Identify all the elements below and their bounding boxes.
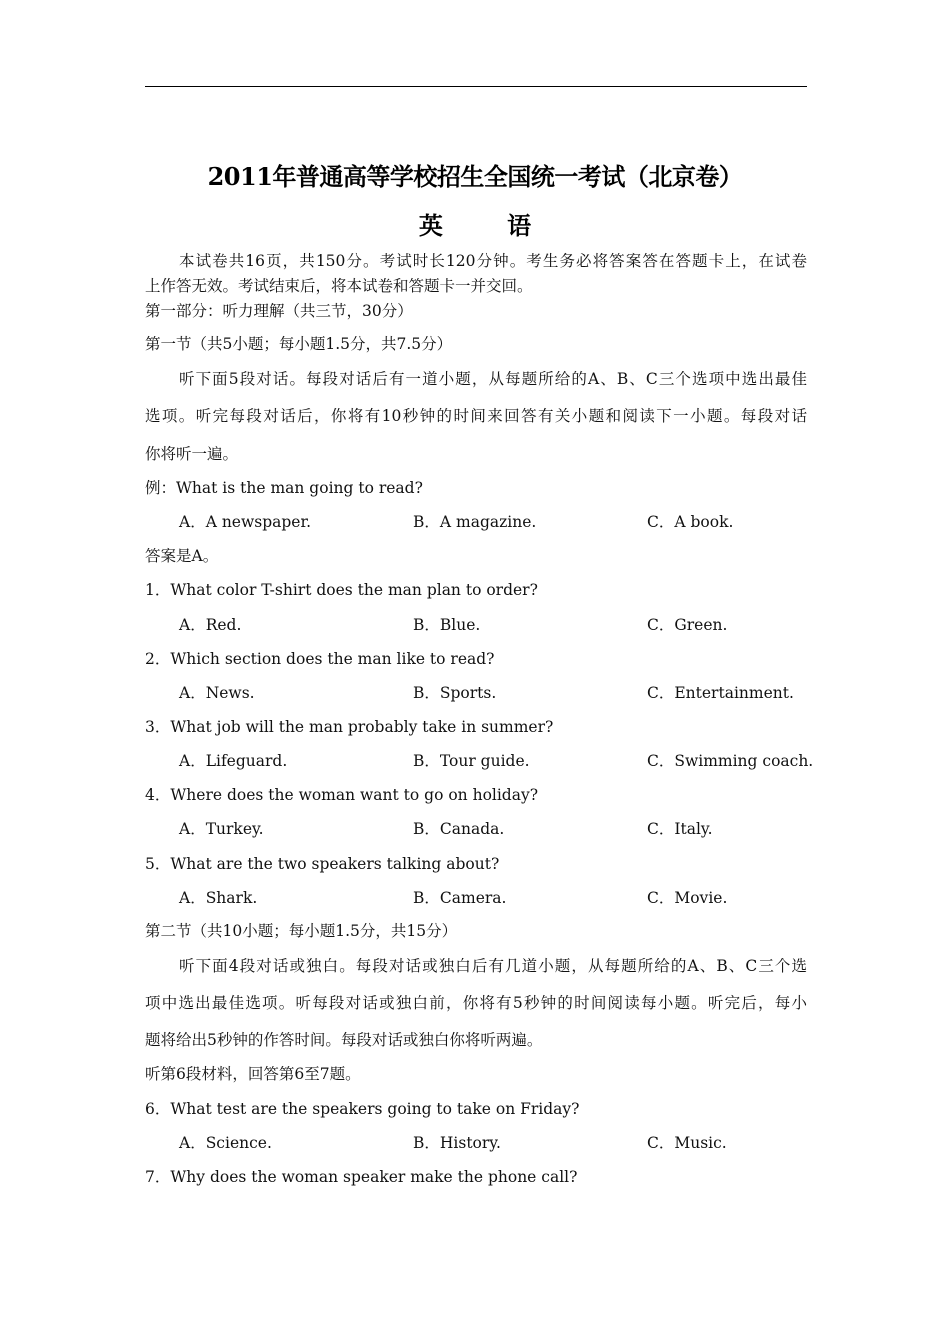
q3-option-c: C．Swimming coach.: [647, 752, 814, 770]
question-1: 1．What color T-shirt does the man plan to order?: [145, 581, 538, 599]
q3-option-b: B．Tour guide.: [413, 752, 530, 770]
section1-heading: 第一节（共5小题；每小题1.5分，共7.5分）: [145, 335, 453, 353]
q6-option-b: B．History.: [413, 1134, 501, 1152]
question-4: 4．Where does the woman want to go on holiday?: [145, 786, 539, 804]
intro-line-1: 本试卷共16页，共150分。考试时长120分钟。考生务必将答案答在答题卡上，在试卷: [179, 252, 807, 270]
q5-option-c: C．Movie.: [647, 889, 728, 907]
section2-heading: 第二节（共10小题；每小题1.5分，共15分）: [145, 922, 458, 940]
section1-instruction-2: 选项。听完每段对话后，你将有10秒钟的时间来回答有关小题和阅读下一小题。每段对话: [145, 407, 807, 425]
example-option-a: A．A newspaper.: [179, 513, 312, 531]
question-7: 7．Why does the woman speaker make the phone call?: [145, 1168, 578, 1186]
part1-heading: 第一部分：听力理解（共三节，30分）: [145, 302, 413, 320]
q1-option-a: A．Red.: [179, 616, 242, 634]
intro-line-2: 上作答无效。考试结束后，将本试卷和答题卡一并交回。: [145, 277, 533, 295]
material-6-heading: 听第6段材料，回答第6至7题。: [145, 1065, 361, 1083]
example-option-c: C．A book.: [647, 513, 734, 531]
q4-option-a: A．Turkey.: [179, 820, 264, 838]
q5-option-b: B．Camera.: [413, 889, 507, 907]
question-2: 2．Which section does the man like to read?: [145, 650, 495, 668]
q2-option-c: C．Entertainment.: [647, 684, 794, 702]
section1-instruction-1: 听下面5段对话。每段对话后有一道小题，从每题所给的A、B、C三个选项中选出最佳: [179, 370, 807, 388]
q3-option-a: A．Lifeguard.: [179, 752, 288, 770]
example-question: 例：What is the man going to read?: [145, 479, 423, 497]
q4-option-c: C．Italy.: [647, 820, 713, 838]
q5-option-a: A．Shark.: [179, 889, 258, 907]
section2-instruction-3: 题将给出5秒钟的作答时间。每段对话或独白你将听两遍。: [145, 1031, 543, 1049]
q1-option-b: B．Blue.: [413, 616, 481, 634]
exam-title: 2011年普通高等学校招生全国统一考试（北京卷）: [207, 162, 743, 191]
section2-instruction-1: 听下面4段对话或独白。每段对话或独白后有几道小题，从每题所给的A、B、C三个选: [179, 957, 807, 975]
section2-instruction-2: 项中选出最佳选项。听每段对话或独白前，你将有5秒钟的时间阅读每小题。听完后，每小: [145, 994, 807, 1012]
question-5: 5．What are the two speakers talking about?: [145, 855, 500, 873]
example-option-b: B．A magazine.: [413, 513, 537, 531]
q4-option-b: B．Canada.: [413, 820, 505, 838]
q1-option-c: C．Green.: [647, 616, 728, 634]
q6-option-c: C．Music.: [647, 1134, 727, 1152]
q2-option-a: A．News.: [179, 684, 255, 702]
q2-option-b: B．Sports.: [413, 684, 497, 702]
header-rule: [145, 86, 807, 87]
example-answer: 答案是A。: [145, 547, 219, 565]
question-3: 3．What job will the man probably take in summer?: [145, 718, 554, 736]
section1-instruction-3: 你将听一遍。: [145, 445, 239, 463]
q6-option-a: A．Science.: [179, 1134, 272, 1152]
subject-title: 英 语: [418, 211, 560, 240]
question-6: 6．What test are the speakers going to take on Friday?: [145, 1100, 580, 1118]
